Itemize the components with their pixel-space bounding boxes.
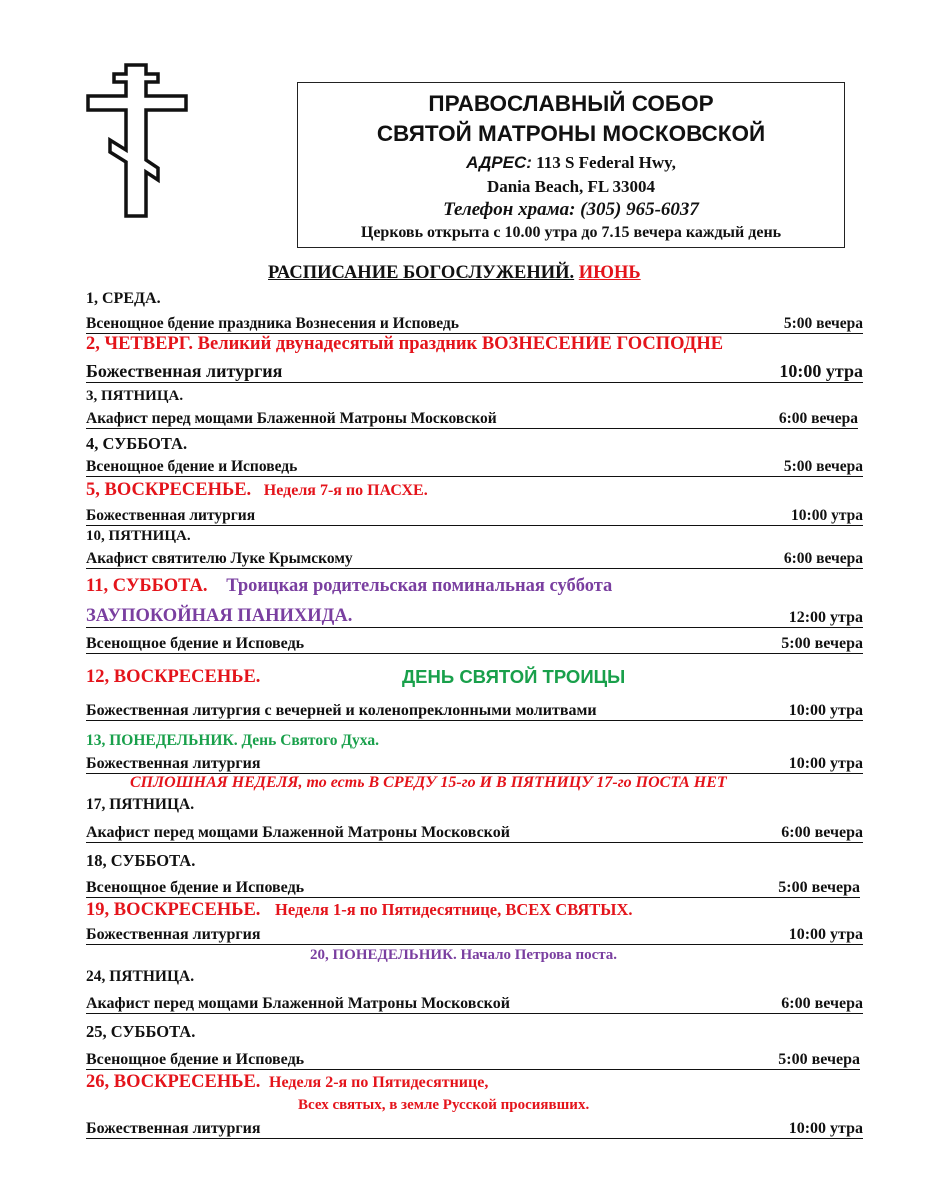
- service-name: Божественная литургия: [86, 755, 261, 772]
- service-time: 5:00 вечера: [778, 1051, 860, 1068]
- service-row: [86, 698, 863, 721]
- address-label: АДРЕС:: [466, 153, 532, 172]
- address-street: 113 S Federal Hwy,: [536, 153, 676, 172]
- service-name: Божественная литургия: [86, 361, 283, 381]
- day-heading: 25, СУББОТА.: [86, 1022, 196, 1041]
- day-label: 5, ВОСКРЕСЕНЬЕ.: [86, 480, 252, 500]
- fast-start-note: 20, ПОНЕДЕЛЬНИК. Начало Петрова поста.: [310, 947, 618, 963]
- service-name: Божественная литургия: [86, 1120, 261, 1137]
- service-name: ЗАУПОКОЙНАЯ ПАНИХИДА.: [86, 606, 353, 626]
- service-time: 6:00 вечера: [781, 995, 863, 1012]
- church-info-box: [297, 82, 845, 248]
- day-heading: 24, ПЯТНИЦА.: [86, 968, 195, 985]
- church-name-line1: ПРАВОСЛАВНЫЙ СОБОР: [428, 91, 714, 116]
- service-time: 10:00 утра: [788, 755, 863, 772]
- service-row: [86, 604, 863, 628]
- service-row: [86, 752, 863, 774]
- day-heading: 13, ПОНЕДЕЛЬНИК. День Святого Духа.: [86, 732, 379, 749]
- day-note: Неделя 2-я по Пятидесятнице,: [269, 1074, 489, 1091]
- service-row: [86, 924, 863, 945]
- day-heading: [86, 900, 633, 921]
- day-heading: [86, 480, 428, 501]
- day-note: Неделя 7-я по ПАСХЕ.: [263, 482, 428, 499]
- service-name: Акафист перед мощами Блаженной Матроны Московской: [86, 995, 510, 1012]
- service-time: 10:00 утра: [791, 507, 863, 524]
- day-label: 19, ВОСКРЕСЕНЬЕ.: [86, 900, 261, 920]
- day-heading: 10, ПЯТНИЦА.: [86, 528, 191, 544]
- service-row: [86, 1118, 863, 1139]
- service-time: 10:00 утра: [788, 1120, 863, 1137]
- day-label: 11, СУББОТА.: [86, 576, 208, 596]
- day-heading: [86, 1072, 488, 1093]
- service-time: 6:00 вечера: [778, 410, 858, 427]
- service-time: 5:00 вечера: [781, 635, 863, 652]
- orthodox-cross-icon: [84, 62, 192, 220]
- service-time: 5:00 вечера: [783, 315, 863, 332]
- day-heading: 18, СУББОТА.: [86, 851, 196, 870]
- service-time: 10:00 утра: [788, 702, 863, 719]
- service-time: 5:00 вечера: [783, 458, 863, 475]
- day-heading: 12, ВОСКРЕСЕНЬЕ.: [86, 667, 261, 687]
- church-hours: Церковь открыта с 10.00 утра до 7.15 вечера каждый день: [360, 224, 782, 241]
- day-heading: [86, 576, 612, 597]
- fasting-note: СПЛОШНАЯ НЕДЕЛЯ, то есть В СРЕДУ 15-го И В ПЯТНИЦУ 17-го ПОСТА НЕТ: [130, 774, 727, 791]
- day-heading: 3, ПЯТНИЦА.: [86, 388, 184, 404]
- service-name: Всенощное бдение и Исповедь: [86, 1051, 305, 1068]
- service-name: Божественная литургия: [86, 926, 261, 943]
- service-row: [86, 1048, 860, 1070]
- feast-title: ДЕНЬ СВЯТОЙ ТРОИЦЫ: [402, 666, 626, 687]
- service-time: 6:00 вечера: [783, 550, 863, 567]
- day-note-continued: Всех святых, в земле Русской просиявших.: [298, 1097, 590, 1113]
- service-name: Акафист перед мощами Блаженной Матроны Московской: [86, 410, 497, 427]
- church-name-line2: СВЯТОЙ МАТРОНЫ МОСКОВСКОЙ: [376, 121, 766, 146]
- service-name: Всенощное бдение и Исповедь: [86, 635, 305, 652]
- service-row: [86, 876, 860, 898]
- day-heading: 2, ЧЕТВЕРГ. Великий двунадесятый праздник ВОЗНЕСЕНИЕ ГОСПОДНЕ: [86, 334, 724, 354]
- service-row: [86, 406, 858, 429]
- address-city: Dania Beach, FL 33004: [486, 177, 656, 196]
- service-name: Всенощное бдение праздника Вознесения и Исповедь: [86, 315, 459, 332]
- service-name: Всенощное бдение и Исповедь: [86, 458, 298, 475]
- service-row: [86, 548, 863, 569]
- day-note: Неделя 1-я по Пятидесятнице, ВСЕХ СВЯТЫХ.: [275, 900, 633, 919]
- service-time: 10:00 утра: [788, 926, 863, 943]
- service-row: [86, 820, 863, 843]
- service-name: Акафист святителю Луке Крымскому: [86, 550, 353, 567]
- schedule-title: [268, 263, 641, 284]
- service-time: 6:00 вечера: [781, 824, 863, 841]
- service-row: [86, 632, 863, 654]
- schedule-month: ИЮНЬ: [578, 263, 641, 283]
- day-label: 26, ВОСКРЕСЕНЬЕ.: [86, 1072, 261, 1092]
- day-heading: 4, СУББОТА.: [86, 434, 188, 453]
- schedule-title-label: РАСПИСАНИЕ БОГОСЛУЖЕНИЙ.: [268, 263, 575, 283]
- service-row: [86, 991, 863, 1014]
- service-row: [86, 359, 863, 383]
- service-row: [86, 505, 863, 526]
- service-row: [86, 311, 863, 334]
- service-row: [86, 455, 863, 477]
- service-time: 10:00 утра: [779, 361, 863, 381]
- address-line: [298, 153, 844, 173]
- service-time: 12:00 утра: [788, 609, 863, 626]
- day-heading: 17, ПЯТНИЦА.: [86, 796, 195, 813]
- service-name: Всенощное бдение и Исповедь: [86, 879, 305, 896]
- service-name: Акафист перед мощами Блаженной Матроны Московской: [86, 824, 510, 841]
- service-time: 5:00 вечера: [778, 879, 860, 896]
- service-name: Божественная литургия с вечерней и коленопреклонными молитвами: [86, 702, 597, 719]
- service-name: Божественная литургия: [86, 507, 256, 524]
- day-heading: 1, СРЕДА.: [86, 290, 161, 307]
- church-phone: Телефон храма: (305) 965-6037: [443, 199, 699, 220]
- day-note: Троицкая родительская поминальная суббота: [226, 576, 613, 596]
